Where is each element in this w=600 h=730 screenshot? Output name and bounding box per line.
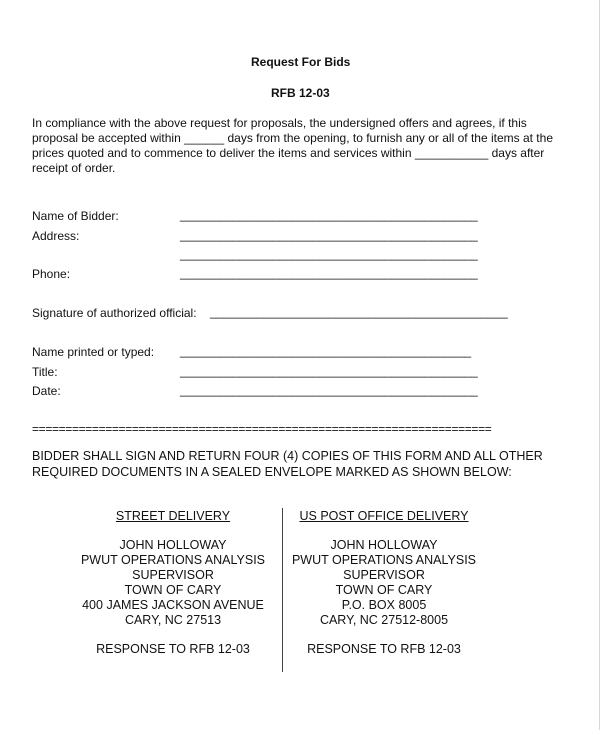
address-line-2[interactable]: _____________________________________________: [180, 247, 478, 261]
instructions-line: BIDDER SHALL SIGN AND RETURN FOUR (4) COPIES OF THIS FORM AND ALL OTHER: [32, 449, 543, 463]
post-office-delivery-heading: US POST OFFICE DELIVERY: [299, 509, 469, 523]
date-line[interactable]: _____________________________________________: [180, 383, 478, 397]
street-address-line: 400 JAMES JACKSON AVENUE: [82, 598, 264, 612]
po-address-line: TOWN OF CARY: [335, 583, 433, 597]
po-address-line: CARY, NC 27512-8005: [319, 613, 449, 627]
street-delivery-heading: STREET DELIVERY: [115, 509, 231, 523]
po-address-line: JOHN HOLLOWAY: [330, 538, 438, 552]
compliance-line: proposal be accepted within ______ days from the opening, to furnish any or all of the items at the: [32, 131, 553, 145]
title-line[interactable]: _____________________________________________: [180, 364, 478, 378]
compliance-paragraph: [32, 116, 580, 176]
po-response-line: RESPONSE TO RFB 12-03: [307, 642, 461, 656]
name-printed-label: Name printed or typed:: [32, 345, 155, 359]
title-label: Title:: [32, 365, 58, 379]
street-address-line: SUPERVISOR: [132, 568, 214, 582]
po-address-line: P.O. BOX 8005: [341, 598, 427, 612]
po-address-line: PWUT OPERATIONS ANALYSIS: [291, 553, 477, 567]
name-of-bidder-line[interactable]: _____________________________________________: [180, 208, 478, 222]
phone-label: Phone:: [32, 267, 71, 281]
street-response-line: RESPONSE TO RFB 12-03: [96, 642, 250, 656]
separator-line: =====================================================================: [32, 422, 492, 436]
post-office-delivery-block: [259, 509, 509, 657]
address-label: Address:: [32, 229, 80, 243]
compliance-line: receipt of order.: [32, 161, 116, 175]
compliance-line: prices quoted and to commence to deliver the items and services within ___________ days after: [32, 146, 545, 160]
address-line-1[interactable]: _____________________________________________: [180, 228, 478, 242]
document-title: Request For Bids: [251, 55, 351, 69]
po-address-line: SUPERVISOR: [343, 568, 425, 582]
street-address-line: PWUT OPERATIONS ANALYSIS: [80, 553, 266, 567]
rfb-number: RFB 12-03: [271, 86, 330, 100]
date-label: Date:: [32, 384, 61, 398]
street-address-line: JOHN HOLLOWAY: [119, 538, 227, 552]
street-address-line: CARY, NC 27513: [124, 613, 222, 627]
name-of-bidder-label: Name of Bidder:: [32, 209, 119, 223]
name-printed-line[interactable]: ____________________________________________: [180, 344, 472, 358]
phone-line[interactable]: _____________________________________________: [180, 266, 478, 280]
signature-line[interactable]: _____________________________________________: [210, 305, 508, 319]
compliance-line: In compliance with the above request for proposals, the undersigned offers and agrees, if this: [32, 116, 527, 130]
signature-label: Signature of authorized official:: [32, 306, 197, 320]
instructions-line: REQUIRED DOCUMENTS IN A SEALED ENVELOPE MARKED AS SHOWN BELOW:: [32, 465, 512, 479]
street-address-line: TOWN OF CARY: [124, 583, 222, 597]
